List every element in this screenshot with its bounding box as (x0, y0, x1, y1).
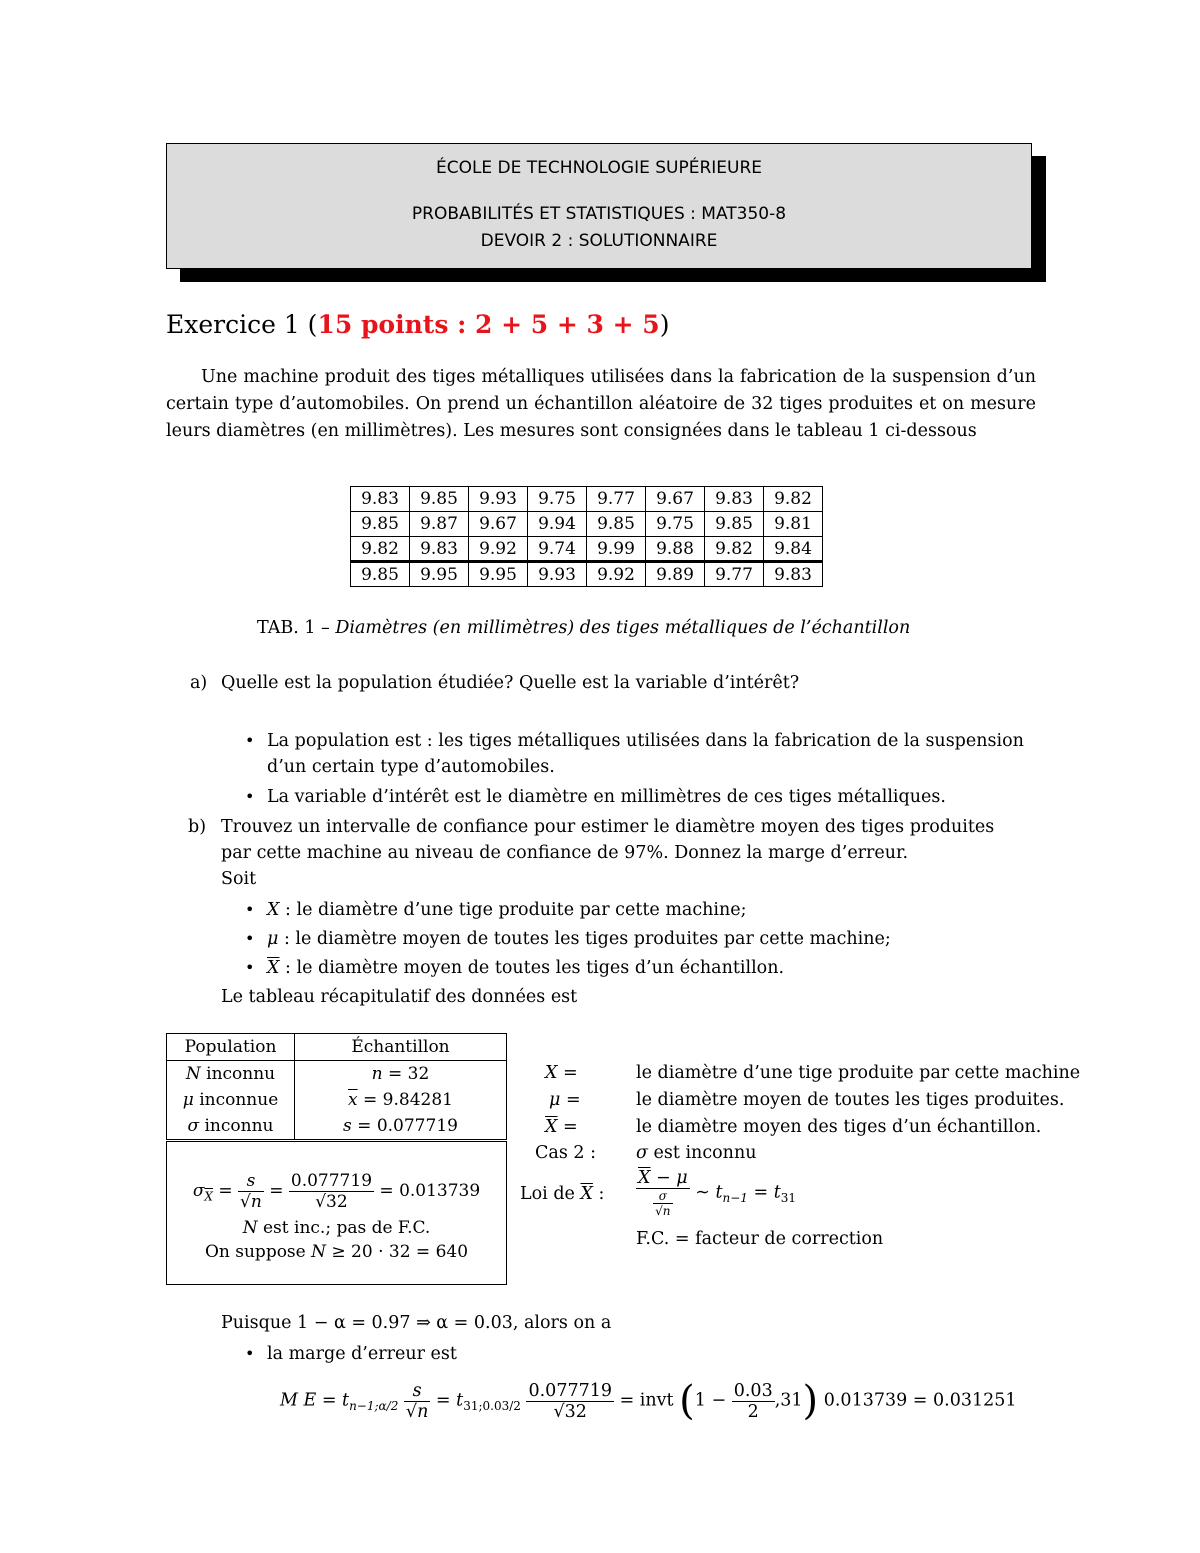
def-mu: • μ : le diamètre moyen de toutes les tiges produites par cette machine; (267, 929, 891, 949)
table-cell: 9.89 (646, 562, 705, 587)
marge-label: • la marge d’erreur est (267, 1344, 457, 1364)
table-cell: 9.93 (528, 562, 587, 587)
question-b-line1: Trouvez un intervalle de confiance pour estimer le diamètre moyen des tiges produites (221, 817, 995, 837)
def-right-xbar: le diamètre moyen des tiges d’un échantillon. (636, 1117, 1042, 1137)
table-cell: 9.83 (764, 562, 823, 587)
def-x: • X : le diamètre d’une tige produite par cette machine; (267, 900, 747, 920)
table-cell: 9.88 (646, 537, 705, 562)
course-title: PROBABILITÉS ET STATISTIQUES : MAT350-8 (411, 204, 787, 224)
header-box (166, 143, 1032, 269)
table-cell: 9.84 (764, 537, 823, 562)
alpha-derivation: Puisque 1 − α = 0.97 ⇒ α = 0.03, alors on a (221, 1313, 612, 1333)
table-cell: 9.82 (764, 487, 823, 512)
table-cell: 9.99 (587, 537, 646, 562)
question-b-line2: par cette machine au niveau de confiance de 97%. Donnez la marge d’erreur. (221, 843, 909, 863)
table-cell: 9.87 (410, 512, 469, 537)
exercise-intro: Une machine produit des tiges métalliques utilisées dans la fabrication de la suspension d’un certain type d’automobiles. On prend un échantillon aléatoire de 32 tiges produites et on mesure leurs diamètres (en millimètres). Les mesures sont consignées dans le tableau 1 ci-dessous (166, 367, 1036, 441)
table-cell: 9.85 (705, 512, 764, 537)
suppose-note: On suppose N ≥ 20 · 32 = 640 (204, 1241, 469, 1262)
recap-cell: $\overline{x} = 9.84281$ (295, 1087, 507, 1113)
table-cell: 9.93 (469, 487, 528, 512)
standard-error-formula: $\sigma_{\overline{X}}$ = s √ $\overline{n}$ = 0.077719 √ 32 = 0.013739 (167, 1171, 506, 1212)
recap-table (166, 1033, 507, 1285)
question-a-label: a) (190, 673, 208, 693)
table-cell: 9.74 (528, 537, 587, 562)
def-right-mu: le diamètre moyen de toutes les tiges produites. (636, 1090, 1065, 1110)
recap-cell: n = 32 (295, 1061, 507, 1088)
table-cell: 9.67 (646, 487, 705, 512)
question-b-label: b) (188, 817, 207, 837)
table-cell: 9.75 (528, 487, 587, 512)
answer-a-bullet-2: • La variable d’intérêt est le diamètre en millimètres de ces tiges métalliques. (267, 787, 946, 807)
soit-label: Soit (221, 869, 257, 889)
recap-intro: Le tableau récapitulatif des données est (221, 987, 578, 1007)
cas-desc: σ est inconnu (636, 1143, 757, 1163)
exercise-points: 15 points : 2 + 5 + 3 + 5 (317, 310, 660, 339)
table-caption: TAB. 1 – Diamètres (en millimètres) des tiges métalliques de l’échantillon (257, 618, 911, 638)
table-cell: 9.85 (351, 512, 410, 537)
table-cell: 9.85 (351, 562, 410, 587)
question-a: Quelle est la population étudiée? Quelle est la variable d’intérêt? (221, 673, 800, 693)
exercise-title: Exercice 1 (15 points : 2 + 5 + 3 + 5) (166, 310, 670, 339)
table-cell: 9.94 (528, 512, 587, 537)
fc-note: N est inc.; pas de F.C. (242, 1217, 431, 1238)
cas-label: Cas 2 : (535, 1143, 596, 1163)
recap-cell: N inconnu (167, 1061, 295, 1088)
table-cell: 9.77 (705, 562, 764, 587)
school-name: ÉCOLE DE TECHNOLOGIE SUPÉRIEURE (435, 158, 763, 178)
table-cell: 9.82 (705, 537, 764, 562)
table-cell: 9.82 (351, 537, 410, 562)
table-cell: 9.85 (587, 512, 646, 537)
diameters-table (350, 486, 823, 587)
table-cell: 9.83 (410, 537, 469, 562)
loi-formula: $\overline{X} - \mu$ σ √ $\overline{n}$ ∼ $t_{n-1} = t_{31}$ (636, 1168, 796, 1218)
def-xbar: • $\overline{X}$ : le diamètre moyen de toutes les tiges d’un échantillon. (267, 958, 784, 978)
table-cell: 9.95 (410, 562, 469, 587)
table-cell: 9.75 (646, 512, 705, 537)
def-right-x-sym: X = (545, 1063, 578, 1083)
table-cell: 9.81 (764, 512, 823, 537)
fc-definition: F.C. = facteur de correction (636, 1229, 884, 1249)
table-cell: 9.83 (705, 487, 764, 512)
def-right-xbar-sym: $\overline{X}$ = (545, 1117, 578, 1137)
answer-a-bullet-1: • La population est : les tiges métalliques utilisées dans la fabrication de la suspension (267, 731, 1024, 751)
margin-of-error-formula: M $E = t_{n-1;\alpha/2}$ s √ $\overline{n}$ = $t_{31;0.03/2}$ 0.077719 √ 32 = invt (1 − $\frac{0.03}{2}$ ,31) 0.013739 = 0.031251 (280, 1378, 1017, 1424)
recap-formula-cell (167, 1141, 507, 1285)
def-right-x: le diamètre d’une tige produite par cette machine (636, 1063, 1081, 1083)
table-cell: 9.85 (410, 487, 469, 512)
recap-cell: s = 0.077719 (295, 1113, 507, 1141)
recap-header-population: Population (167, 1034, 295, 1061)
table-cell: 9.92 (469, 537, 528, 562)
def-right-mu-sym: μ = (549, 1090, 581, 1110)
recap-cell: μ inconnue (167, 1087, 295, 1113)
table-cell: 9.92 (587, 562, 646, 587)
loi-label: Loi de $\overline{X}$ : (520, 1184, 605, 1204)
answer-a-bullet-1-cont: d’un certain type d’automobiles. (267, 757, 555, 777)
table-cell: 9.83 (351, 487, 410, 512)
table-cell: 9.77 (587, 487, 646, 512)
recap-cell: σ inconnu (167, 1113, 295, 1141)
recap-header-sample: Échantillon (295, 1034, 507, 1061)
table-cell: 9.95 (469, 562, 528, 587)
assignment-title: DEVOIR 2 : SOLUTIONNAIRE (480, 231, 718, 251)
table-cell: 9.67 (469, 512, 528, 537)
